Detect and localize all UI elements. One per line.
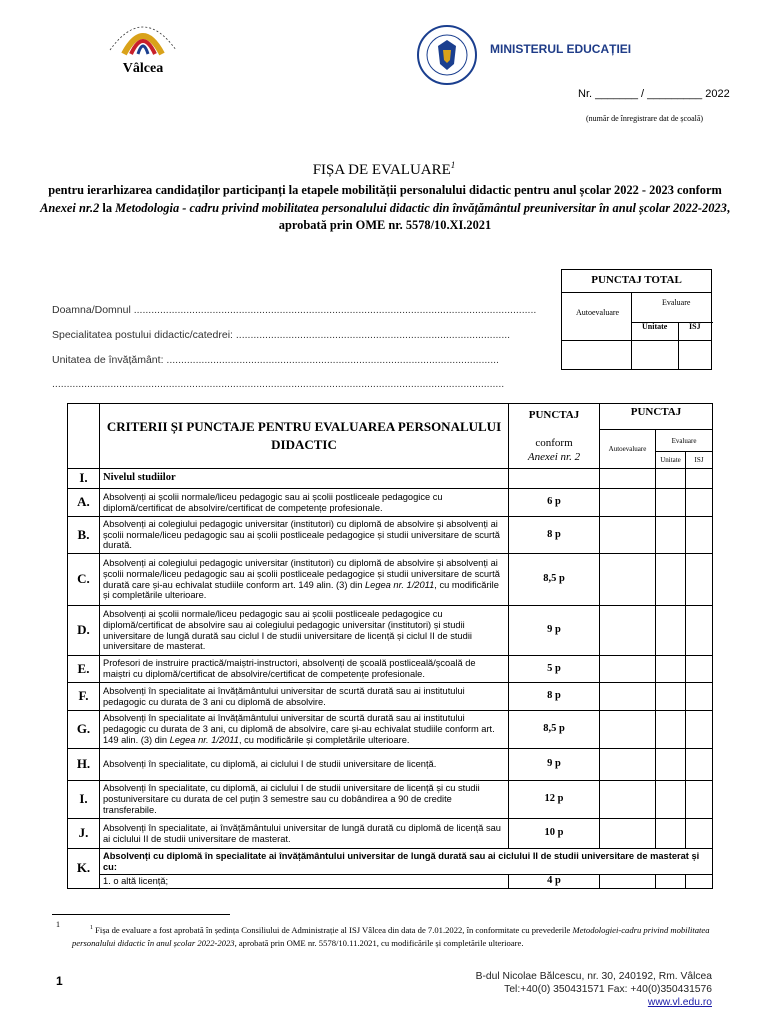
row-criterion: Absolvenți în specialitate, cu diplomă, ai ciclului I de studii universitare de licență. [100,749,509,781]
empty-cell [600,469,656,489]
row-criterion: Absolvenți în specialitate ai învățământului universitar de scurtă durată sau ai institutului pedagogic cu durata de 3 ani cu diplomă de absolvire. [100,683,509,711]
isj-eval-cell[interactable] [686,711,713,749]
row-criterion: Profesori de instruire practică/maiștri-instructori, absolvenți de școală postliceală/școală de maiștri cu diplomă/certificat de absolvire/certificat de competențe profesionale. [100,656,509,683]
header-letter-cell [68,404,100,469]
header-punctaj2-label: PUNCTAJ [630,406,682,418]
unit-eval-cell[interactable] [656,554,686,606]
school-unit-field[interactable]: Unitatea de învățământ: .................................................................................................................. [52,354,499,366]
table-row [68,517,713,554]
isj-eval-cell[interactable] [686,819,713,849]
row-points: 9 p [509,606,600,656]
total-unit-label: Unitate [642,322,668,331]
footnote [72,922,740,950]
self-eval-cell[interactable] [600,656,656,683]
row-criterion: Absolvenți în specialitate, ai învățământului universitar de lungă durată cu diplomă de licență sau ai ciclului II de studii universitare de masterat. [100,819,509,849]
row-letter: F. [68,683,100,711]
table-row [68,489,713,517]
footnote-text: , aprobată prin OME nr. 5578/10.11.2021, cu modificările și completările ulterioare. [234,937,524,948]
footnote-sup: 1 [90,925,93,931]
unit-eval-cell[interactable] [656,819,686,849]
row-letter: J. [68,819,100,849]
isj-eval-cell[interactable] [686,606,713,656]
empty-cell [509,469,600,489]
footer-address: B-dul Nicolae Bălcescu, nr. 30, 240192, Rm. Vâlcea [475,971,712,982]
header-conform-label: conform [535,437,573,449]
criterion-law: Legea nr. 1/2011 [169,734,239,745]
total-self-eval-label: Autoevaluare [576,308,620,317]
empty-cell [686,469,713,489]
unit-eval-cell[interactable] [656,875,686,889]
isj-eval-cell[interactable] [686,489,713,517]
row-letter: A. [68,489,100,517]
isj-eval-cell[interactable] [686,554,713,606]
row-letter: E. [68,656,100,683]
unit-eval-cell[interactable] [656,749,686,781]
subtitle-part: , aprobată prin OME nr. 5578/10.XI.2021 [278,200,730,232]
criterion-text: Absolvenți în specialitate ai învățământului universitar de scurtă durată sau ai institutului pedagogic cu durata de 3 ani, cu diplomă de absolvire, care și-au echivalat studiile conform art. 149 alin. (3) din [103,713,495,745]
row-points: 8,5 p [509,711,600,749]
unit-eval-cell[interactable] [656,683,686,711]
isj-eval-cell[interactable] [686,683,713,711]
unit-eval-cell[interactable] [656,489,686,517]
self-eval-cell[interactable] [600,489,656,517]
unit-eval-cell[interactable] [656,606,686,656]
name-field[interactable]: Doamna/Domnul .......................................................................................................................................... [52,304,537,316]
row-points: 12 p [509,781,600,819]
header-eval: Evaluare [656,430,713,452]
row-criterion [100,554,509,606]
total-self-eval-cell[interactable] [562,341,630,370]
footnote-text: Fișa de evaluare a fost aprobată în ședința Consiliului de Administrație al ISJ Vâlcea din data de 7.01.2022, în conformitate cu prevederile [93,924,573,935]
row-criterion: 1. o altă licență; [100,875,509,889]
page-number: 1 [56,974,63,988]
extra-field[interactable]: ........................................................................................................................................................... [52,378,505,390]
subtitle-part: pentru ierarhizarea candidaților participanți la etapele mobilității personalului didactic pentru anul școlar 2022 - 2023 conform [48,183,722,197]
section-letter: I. [68,469,100,489]
guvernul-romaniei-logo [416,24,478,86]
header-self-eval: Autoevaluare [600,430,656,469]
self-eval-cell[interactable] [600,606,656,656]
criterion-text: , cu modificările și completările ulterioare. [103,579,499,601]
total-isj-cell[interactable] [679,341,712,370]
row-letter: B. [68,517,100,554]
self-eval-cell[interactable] [600,749,656,781]
registration-number-line: Nr. _______ / _________ 2022 [578,88,730,100]
criterion-text: Absolvenți ai colegiului pedagogic universitar (institutori) cu diplomă de absolvire și absolvenți ai școlii normale/liceu pedagogic sau ai școlii postliceale pedagogice și studii universitare de scurtă durată care și-au echivalat studiile conform art. 149 alin. (3) din [103,557,500,590]
table-row [68,781,713,819]
isj-eval-cell[interactable] [686,517,713,554]
isj-eval-cell[interactable] [686,749,713,781]
isj-eval-cell[interactable] [686,656,713,683]
table-row [68,683,713,711]
total-score-title: PUNCTAJ TOTAL [562,270,711,293]
row-letter: K. [68,849,100,889]
table-row [68,554,713,606]
self-eval-cell[interactable] [600,875,656,889]
footnote-number: 1 [56,920,60,929]
subtitle-part: la [99,200,116,215]
row-letter: C. [68,554,100,606]
table-row [68,749,713,781]
self-eval-cell[interactable] [600,781,656,819]
table-row [68,656,713,683]
unit-eval-cell[interactable] [656,781,686,819]
footer-website-link[interactable]: www.vl.edu.ro [647,997,712,1008]
self-eval-cell[interactable] [600,683,656,711]
header-unit: Unitate [656,452,686,469]
footer-phone: Tel:+40(0) 350431571 Fax: +40(0)350431576 [504,984,712,995]
row-points: 6 p [509,489,600,517]
subtitle-anexa: Anexei nr.2 [40,200,100,215]
header-criteria: CRITERII ȘI PUNCTAJE PENTRU EVALUAREA PERSONALULUI DIDACTIC [100,404,509,469]
footer-address-block [476,970,712,1009]
empty-cell [656,469,686,489]
row-letter: H. [68,749,100,781]
unit-eval-cell[interactable] [656,517,686,554]
unit-eval-cell[interactable] [656,656,686,683]
total-isj-label: ISJ [689,322,701,331]
self-eval-cell[interactable] [600,554,656,606]
footnote-italic: Metodologiei-cadru privind mobilitatea personalului didactic în anul școlar 2022-2023 [72,924,710,948]
row-k-title: Absolvenți cu diplomă în specialitate ai învățământului universitar de lungă durată sau ai ciclului II de studii universitare de masterat și cu: [100,849,713,875]
title-main: FIȘA DE EVALUARE [312,162,451,178]
page-subtitle [40,182,730,235]
row-letter: I. [68,781,100,819]
row-points: 8,5 p [509,554,600,606]
row-criterion: Absolvenți ai școlii normale/liceu pedagogic sau ai școlii postliceale pedagogice cu diplomă/certificat de absolvire sau ai colegiului pedagogic universitar (institutori) și studii universitare de lungă durată sau ciclul I de studii universitare de licență și ciclul II de studii universitare de masterat. [100,606,509,656]
row-points: 8 p [509,683,600,711]
isj-valcea-logo [104,14,182,80]
header-anexa-label: Anexei nr. 2 [527,451,581,463]
self-eval-cell[interactable] [600,517,656,554]
criterion-text: , cu modificările și completările ulterioare. [238,734,410,745]
header-punctaj-eval [600,404,713,430]
row-points: 9 p [509,749,600,781]
svg-text:Vâlcea: Vâlcea [122,61,164,76]
header-punctaj-anexa [509,404,600,469]
table-row [68,606,713,656]
isj-eval-cell[interactable] [686,781,713,819]
criteria-table [67,403,713,889]
row-criterion: Absolvenți ai școlii normale/liceu pedagogic sau ai școlii postliceale pedagogice cu diplomă/certificat de absolvire/certificat de competențe profesionale. [100,489,509,517]
row-points: 8 p [509,517,600,554]
subtitle-metodologia: Metodologia - cadru privind mobilitatea personalului didactic din învățământul preuniversitar în anul școlar 2022-2023 [115,200,727,215]
row-criterion: Absolvenți în specialitate, cu diplomă, ai ciclului I de studii universitare de licență și cu studii postuniversitare cu durata de cel puțin 3 semestre sau cu dobândirea a 90 de credite transferabile. [100,781,509,819]
section-title: Nivelul studiilor [100,469,509,489]
self-eval-cell[interactable] [600,819,656,849]
row-criterion: Absolvenți ai colegiului pedagogic universitar (institutori) cu diplomă de absolvire și absolvenți ai școlii normale/liceu pedagogic sau ai școlii postliceale pedagogice și studii universitare de scurtă durată. [100,517,509,554]
total-eval-label: Evaluare [662,298,691,307]
row-points: 4 p [509,875,600,889]
header-isj: ISJ [686,452,713,469]
unit-eval-cell[interactable] [656,711,686,749]
row-letter: D. [68,606,100,656]
criterion-law: Legea nr. 1/2011 [365,579,435,590]
row-points: 10 p [509,819,600,849]
self-eval-cell[interactable] [600,711,656,749]
ministry-name: MINISTERUL EDUCAȚIEI [490,42,632,56]
title-footnote-mark: 1 [450,160,456,170]
row-points: 5 p [509,656,600,683]
table-row [68,875,713,889]
page-title [0,160,768,179]
registration-number-note: (număr de înregistrare dat de școală) [586,114,704,123]
total-score-box [561,269,712,370]
table-row [68,819,713,849]
footnote-rule [52,914,230,915]
row-criterion [100,711,509,749]
table-row [68,711,713,749]
specialty-field[interactable]: Specialitatea postului didactic/catedrei: .............................................................................................. [52,329,511,341]
isj-eval-cell[interactable] [686,875,713,889]
total-unit-cell[interactable] [632,341,677,370]
header-punctaj-label: PUNCTAJ [528,409,580,421]
row-letter: G. [68,711,100,749]
